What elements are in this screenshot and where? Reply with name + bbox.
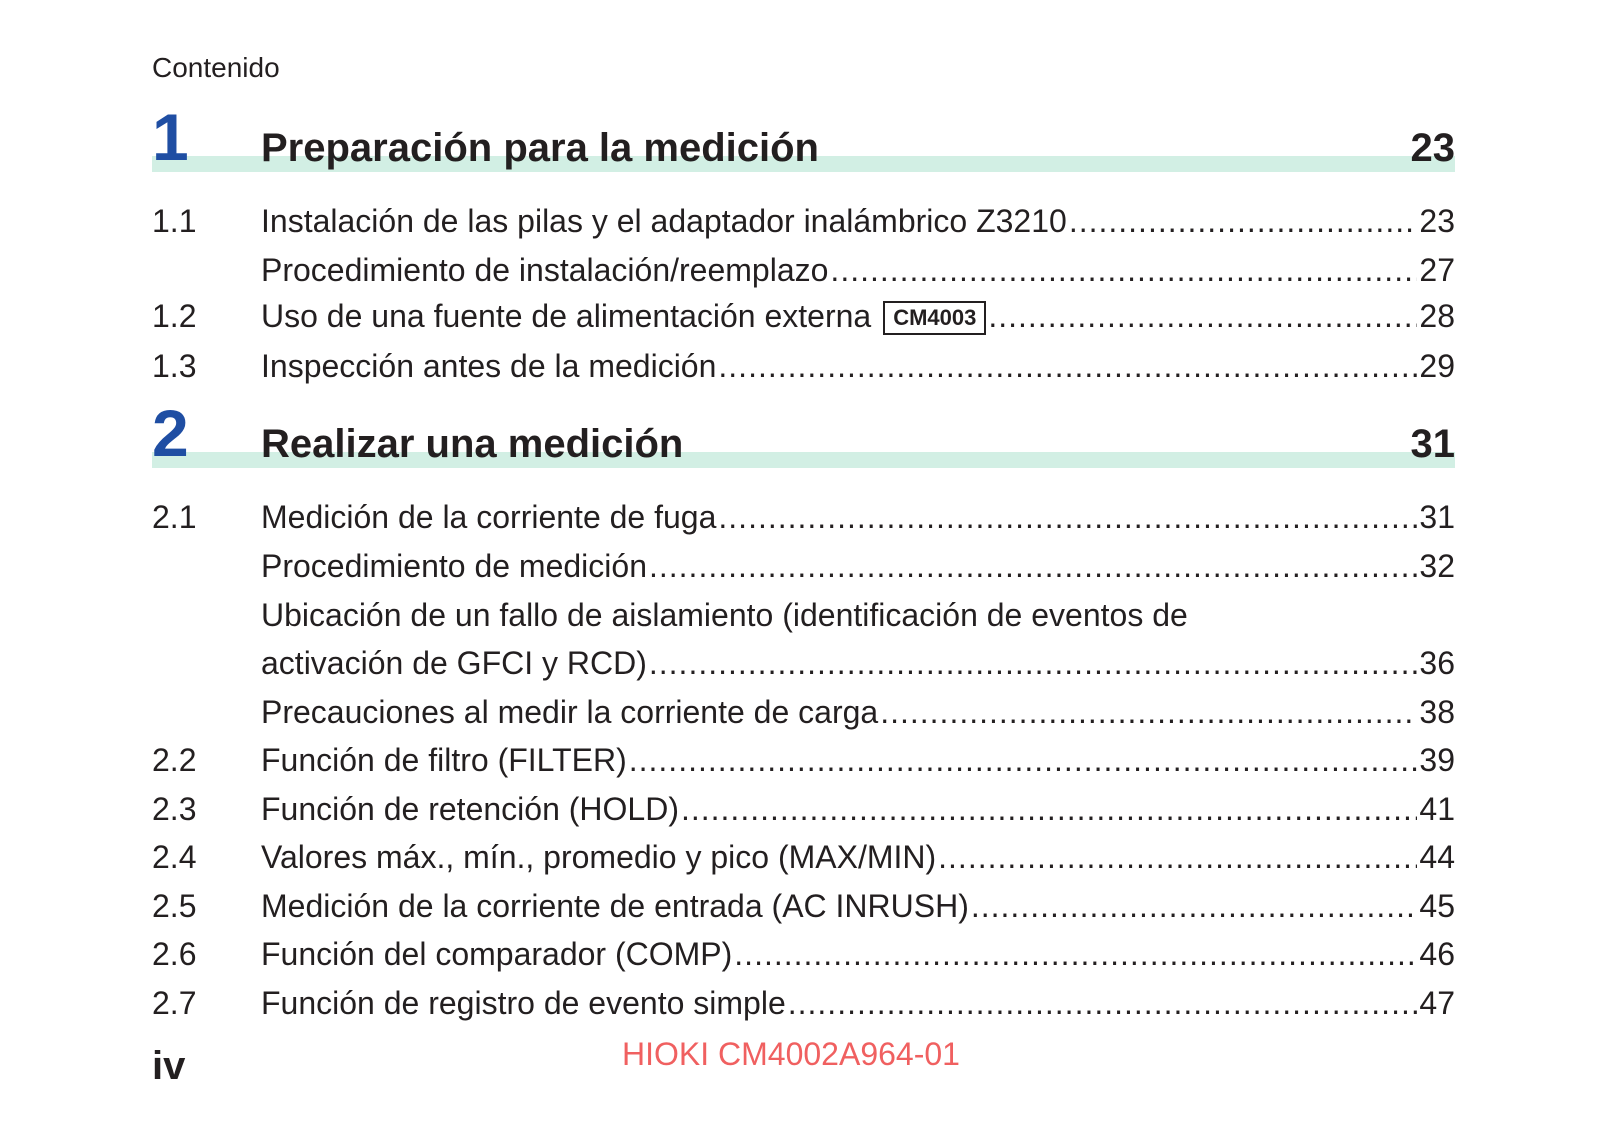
- dot-leader: [718, 346, 1417, 386]
- chapter-title: Preparación para la medición: [261, 126, 819, 170]
- toc-entry-title: Función del comparador (COMP): [261, 936, 733, 972]
- toc-entry-page: 28: [1419, 298, 1455, 334]
- toc-subentry[interactable]: [152, 692, 1455, 732]
- document-code: HIOKI CM4002A964-01: [622, 1036, 960, 1072]
- toc-entry-number: 2.6: [152, 936, 197, 972]
- toc-entry-title: Medición de la corriente de fuga: [261, 499, 717, 535]
- toc-entry[interactable]: [152, 740, 1455, 780]
- toc-subentry[interactable]: [152, 643, 1455, 683]
- toc-entry-title: Inspección antes de la medición: [261, 348, 717, 384]
- dot-leader: [718, 497, 1417, 537]
- toc-entry-page: 44: [1419, 839, 1455, 875]
- toc-entry-number: 2.3: [152, 791, 197, 827]
- toc-entry-title: Instalación de las pilas y el adaptador inalámbrico Z3210: [261, 203, 1067, 239]
- toc-entry-title: Función de registro de evento simple: [261, 985, 786, 1021]
- toc-entry-page: 36: [1419, 645, 1455, 681]
- dot-leader: [938, 837, 1417, 877]
- toc-entry-number: 2.2: [152, 742, 197, 778]
- chapter-page-number: 23: [1410, 126, 1455, 170]
- dot-leader: [1069, 201, 1418, 241]
- chapter-heading[interactable]: [152, 396, 1455, 468]
- toc-subentry[interactable]: [152, 546, 1455, 586]
- chapter-number: 1: [152, 100, 189, 174]
- toc-entry-number: 1.1: [152, 203, 197, 239]
- toc-entry[interactable]: [152, 837, 1455, 877]
- toc-entry-title: Procedimiento de medición: [261, 548, 647, 584]
- chapter-heading[interactable]: [152, 100, 1455, 172]
- toc-entry-page: 38: [1419, 694, 1455, 730]
- toc-entry[interactable]: [152, 497, 1455, 537]
- toc-entry-number: 1.3: [152, 348, 197, 384]
- toc-entry-page: 27: [1419, 252, 1455, 288]
- model-badge: CM4003: [883, 301, 986, 335]
- toc-entry-title: Función de retención (HOLD): [261, 791, 679, 827]
- chapter-number: 2: [152, 396, 189, 470]
- toc-entry-page: 46: [1419, 936, 1455, 972]
- toc-entry-number: 2.7: [152, 985, 197, 1021]
- toc-entry[interactable]: [152, 296, 1455, 336]
- toc-entry-title: [261, 296, 986, 336]
- dot-leader: [681, 789, 1417, 829]
- toc-entry-page: 23: [1419, 203, 1455, 239]
- toc-entry-title: Valores máx., mín., promedio y pico (MAX/MIN): [261, 839, 937, 875]
- dot-leader: [971, 886, 1418, 926]
- toc-entry-page: 32: [1419, 548, 1455, 584]
- toc-entry-title: Función de filtro (FILTER): [261, 742, 627, 778]
- toc-entry-number: 2.4: [152, 839, 197, 875]
- toc-entry[interactable]: [152, 983, 1455, 1023]
- page-header: Contenido: [152, 52, 280, 83]
- toc-entry-number: 2.1: [152, 499, 197, 535]
- toc-entry-title: Precauciones al medir la corriente de carga: [261, 694, 879, 730]
- chapter-title: Realizar una medición: [261, 422, 684, 466]
- toc-entry-number: 1.2: [152, 298, 197, 334]
- toc-entry[interactable]: [152, 789, 1455, 829]
- toc-entry-number: 2.5: [152, 888, 197, 924]
- dot-leader: [629, 740, 1418, 780]
- toc-entry-title: activación de GFCI y RCD): [261, 645, 647, 681]
- toc-entry[interactable]: [152, 201, 1455, 241]
- dot-leader: [649, 546, 1417, 586]
- toc-entry-page: 29: [1419, 348, 1455, 384]
- toc-entry[interactable]: [152, 886, 1455, 926]
- toc-entry-title-text: Uso de una fuente de alimentación externa: [261, 298, 872, 334]
- toc-subentry-first-line[interactable]: Ubicación de un fallo de aislamiento (identificación de eventos de: [261, 597, 1188, 633]
- toc-entry-page: 39: [1419, 742, 1455, 778]
- dot-leader: [788, 983, 1418, 1023]
- toc-entry-title: Medición de la corriente de entrada (AC INRUSH): [261, 888, 969, 924]
- chapter-page-number: 31: [1410, 422, 1455, 466]
- toc-entry-page: 41: [1419, 791, 1455, 827]
- dot-leader: [649, 643, 1418, 683]
- dot-leader: [830, 250, 1417, 290]
- toc-entry-page: 45: [1419, 888, 1455, 924]
- toc-entry-title: Procedimiento de instalación/reemplazo: [261, 252, 829, 288]
- dot-leader: [734, 934, 1417, 974]
- toc-subentry[interactable]: [152, 250, 1455, 290]
- toc-entry-page: 47: [1419, 985, 1455, 1021]
- dot-leader: [988, 296, 1417, 336]
- dot-leader: [880, 692, 1417, 732]
- toc-entry[interactable]: [152, 346, 1455, 386]
- toc-entry-page: 31: [1419, 499, 1455, 535]
- page-folio: iv: [152, 1044, 186, 1088]
- toc-entry[interactable]: [152, 934, 1455, 974]
